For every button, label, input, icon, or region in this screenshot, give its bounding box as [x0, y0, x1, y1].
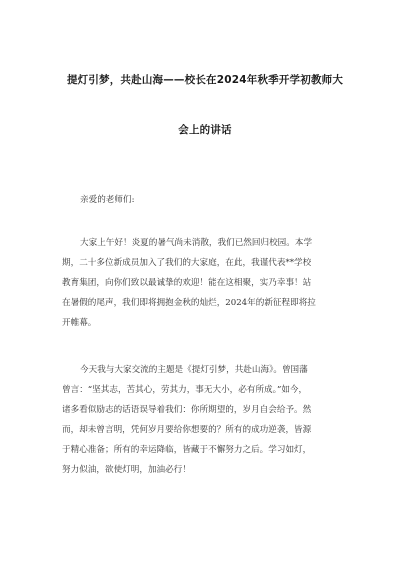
paragraph-1-line: 大家上午好！炎夏的暑气尚未消散，我们已然回归校园。本学: [80, 238, 313, 248]
paragraph-1-line: 教育集团，向你们致以最诚挚的欢迎！能在这相聚，实乃幸事！站: [62, 278, 312, 288]
greeting: [80, 190, 380, 210]
paragraph-1-line: 期，二十多位新成员加入了我们的大家庭，在此，我谨代表**学校: [62, 258, 312, 268]
paragraph-2-line: 今天我与大家交流的主题是《提灯引梦，共赴山海》。曾国藩: [80, 365, 308, 375]
paragraph-2-line: 诸多看似励志的话语误导着我们：你所期望的，岁月自会给予。然: [62, 405, 312, 415]
paragraph-2-line: 曾言：“坚其志，苦其心，劳其力，事无大小，必有所成。”如今，: [62, 385, 308, 395]
paragraph-1-line: 开帷幕。: [62, 318, 97, 328]
paragraph-2-line: 于精心准备；所有的幸运降临，皆藏于不懈努力之后。学习如灯，: [62, 445, 312, 455]
paragraph-1: [62, 233, 362, 333]
paragraph-1-line: 在暑假的尾声，我们即将拥抱金秋的灿烂，2024年的新征程即将拉: [62, 298, 316, 308]
document-title-line-1: 提灯引梦，共赴山海——校长在2024年秋季开学初教师大: [66, 74, 344, 86]
paragraph-2: [62, 360, 362, 480]
paragraph-2-line: 努力似油，欲使灯明，加油必行！: [62, 465, 191, 475]
document-title-line-2: 会上的讲话: [178, 124, 232, 136]
paragraph-2-line: 而，却未曾言明，凭何岁月要给你想要的？所有的成功逆袭，皆源: [62, 425, 312, 435]
greeting-text: 亲爱的老师们:: [80, 195, 135, 205]
